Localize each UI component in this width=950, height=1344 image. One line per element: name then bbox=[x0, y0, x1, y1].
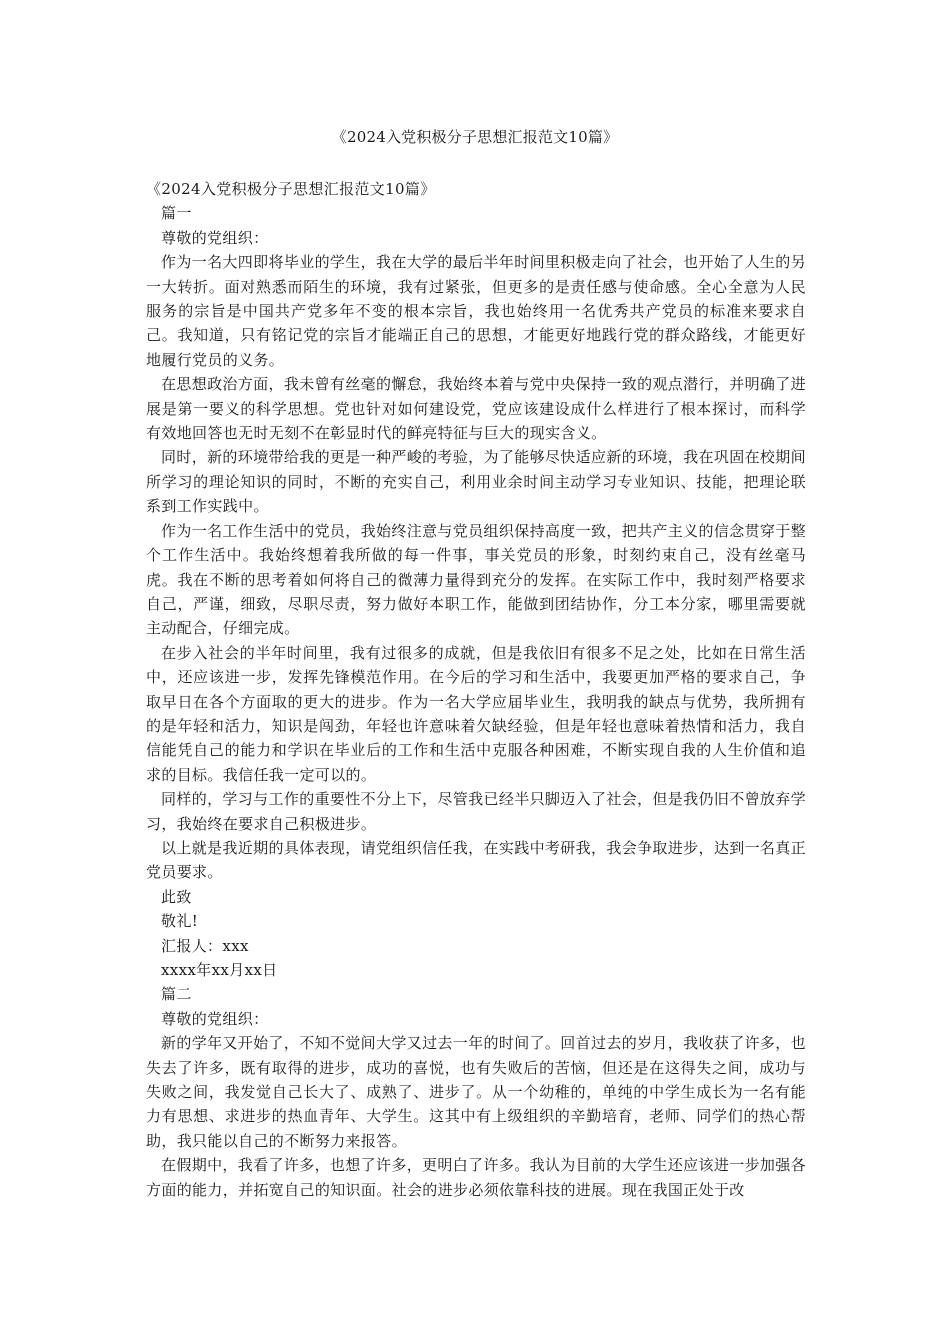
document-title: 《2024入党积极分子思想汇报范文10篇》 bbox=[331, 128, 619, 146]
section-label-1: 篇一 bbox=[161, 204, 192, 223]
document-body bbox=[146, 177, 806, 1202]
paragraph: 在步入社会的半年时间里，我有过很多的成就，但是我依旧有很多不足之处，比如在日常生活中，还应该进一步，发挥先锋模范作用。在今后的学习和生活中，我要更加严格的要求自己，争取早日在各个方面取的更大的进步。作为一名大学应届毕业生，我明我的缺点与优势，我所拥有的是年轻和活力，知识是闯劲，年轻也许意味着欠缺经验，但是年轻也意味着热情和活力，我自信能凭自己的能力和学识在毕业后的工作和生活中克服各种困难，不断实现自我的人生价值和追求的目标。我信任我一定可以的。 bbox=[146, 643, 806, 784]
paragraph: 以上就是我近期的具体表现，请党组织信任我，在实践中考研我，我会争取进步，达到一名真正党员要求。 bbox=[146, 838, 806, 882]
salutation: 尊敬的党组织： bbox=[161, 1009, 269, 1028]
paragraph: 作为一名工作生活中的党员，我始终注意与党员组织保持高度一致，把共产主义的信念贯穿于整个工作生活中。我始终想着我所做的每一件事，事关党员的形象，时刻约束自己，没有丝毫马虎。我在不断的思考着如何将自己的微薄力量得到充分的发挥。在实际工作中，我时刻严格要求自己，严谨，细致，尽职尽责，努力做好本职工作，能做到团结协作，分工本分家，哪里需要就主动配合，仔细完成。 bbox=[146, 521, 806, 638]
reporter-line: 汇报人：xxx bbox=[161, 936, 249, 955]
body-heading: 《2024入党积极分子思想汇报范文10篇》 bbox=[146, 180, 436, 198]
salutation: 尊敬的党组织： bbox=[161, 228, 269, 247]
section-label-2: 篇二 bbox=[161, 985, 192, 1004]
paragraph: 新的学年又开始了，不知不觉间大学又过去一年的时间了。回首过去的岁月，我收获了许多，也失去了许多，既有取得的进步，成功的喜悦，也有失败后的苦恼，但还是在这得失之间，成功与失败之间，我发觉自己长大了、成熟了、进步了。从一个幼稚的，单纯的中学生成长为一名有能力有思想、求进步的热血青年、大学生。这其中有上级组织的辛勤培育，老师、同学们的热心帮助，我只能以自己的不断努力来报答。 bbox=[146, 1034, 806, 1150]
paragraph: 作为一名大四即将毕业的学生，我在大学的最后半年时间里积极走向了社会，也开始了人生的另一大转折。面对熟悉而陌生的环境，我有过紧张，但更多的是责任感与使命感。全心全意为人民服务的宗旨是中国共产党多年不变的根本宗旨，我也始终用一名优秀共产党员的标准来要求自己。我知道，只有铭记党的宗旨才能端正自己的思想，才能更好地践行党的群众路线，才能更好地履行党员的义务。 bbox=[146, 253, 806, 369]
paragraph: 同样的，学习与工作的重要性不分上下，尽管我已经半只脚迈入了社会，但是我仍旧不曾放弃学习，我始终在要求自己积极进步。 bbox=[146, 790, 806, 833]
date-line: xxxx年xx月xx日 bbox=[161, 961, 278, 979]
closing-line: 此致 bbox=[161, 887, 192, 906]
paragraph: 在思想政治方面，我未曾有丝毫的懈怠，我始终本着与党中央保持一致的观点潜行，并明确了进展是第一要义的科学思想。党也针对如何建设党，党应该建设成什么样进行了根本探讨，而科学有效地回答也无时无刻不在彰显时代的鲜亮特征与巨大的现实含义。 bbox=[146, 375, 806, 443]
paragraph: 在假期中，我看了许多，也想了许多，更明白了许多。我认为目前的大学生还应该进一步加强各方面的能力，并拓宽自己的知识面。社会的进步必须依靠科技的进展。现在我国正处于改 bbox=[146, 1156, 806, 1199]
closing-salute: 敬礼! bbox=[161, 912, 199, 931]
paragraph: 同时，新的环境带给我的更是一种严峻的考验，为了能够尽快适应新的环境，我在巩固在校期间所学习的理论知识的同时，不断的充实自己，利用业余时间主动学习专业知识、技能，把理论联系到工作实践中。 bbox=[146, 448, 806, 516]
